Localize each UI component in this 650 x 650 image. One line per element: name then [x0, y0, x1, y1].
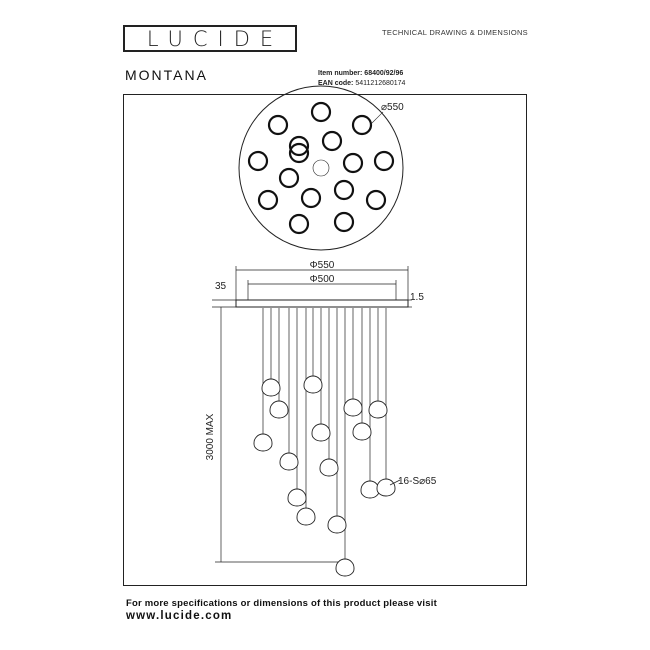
canopy-thickness-label: 1.5 — [410, 292, 424, 303]
product-name: MONTANA — [125, 67, 208, 83]
shade-12 — [344, 399, 362, 416]
lamp-top-11 — [335, 181, 353, 199]
shade-14 — [361, 481, 379, 498]
canopy-center — [313, 160, 329, 176]
website-link[interactable]: www.lucide.com — [126, 610, 233, 622]
shade-5 — [288, 489, 306, 506]
lamp-top-10 — [280, 169, 298, 187]
shade-3 — [270, 401, 288, 418]
shade-1 — [254, 434, 272, 451]
shade-15 — [369, 401, 387, 418]
top-diameter-label: ⌀550 — [381, 102, 404, 113]
side-view — [212, 266, 412, 576]
lamp-top-12 — [259, 191, 277, 209]
canopy-height-label: 35 — [215, 281, 227, 292]
lamp-top-5 — [323, 132, 341, 150]
lamp-top-1 — [312, 103, 330, 121]
diameter-leader — [370, 112, 383, 125]
shade-8 — [312, 424, 330, 441]
lamp-top-6 — [249, 152, 267, 170]
lamp-top-16 — [335, 213, 353, 231]
shade-9 — [320, 459, 338, 476]
shade-6 — [297, 508, 315, 525]
canopy-plate — [236, 300, 408, 307]
lamp-top-2 — [269, 116, 287, 134]
shade-10 — [328, 516, 346, 533]
lamp-top-13 — [302, 189, 320, 207]
ean-value: 5411212680174 — [355, 80, 406, 87]
lamp-top-3 — [353, 116, 371, 134]
shade-4 — [280, 453, 298, 470]
shade-7 — [304, 376, 322, 393]
pendant-shades — [254, 376, 395, 576]
lamp-top-8 — [344, 154, 362, 172]
top-lamps — [249, 103, 393, 233]
lamp-top-15 — [290, 215, 308, 233]
item-number-value: 68400/92/96 — [364, 70, 404, 77]
shade-11 — [336, 559, 354, 576]
top-view — [239, 86, 404, 250]
shade-2 — [262, 379, 280, 396]
shade-16 — [377, 479, 395, 496]
max-height-label: 3000 MAX — [205, 413, 216, 461]
document-type: TECHNICAL DRAWING & DIMENSIONS — [382, 28, 528, 37]
inner-diameter-label: Φ500 — [309, 274, 335, 285]
footer-note: For more specifications or dimensions of this product please visit — [126, 598, 437, 609]
shade-13 — [353, 423, 371, 440]
lamp-top-9 — [375, 152, 393, 170]
logo-text: LUCIDE — [146, 26, 284, 51]
item-number-label: Item number: — [318, 70, 363, 77]
shade-spec-label: 16-S⌀65 — [398, 476, 437, 487]
ean-label: EAN code: — [318, 80, 354, 87]
outer-diameter-label: Φ550 — [309, 260, 335, 271]
lamp-top-14 — [367, 191, 385, 209]
